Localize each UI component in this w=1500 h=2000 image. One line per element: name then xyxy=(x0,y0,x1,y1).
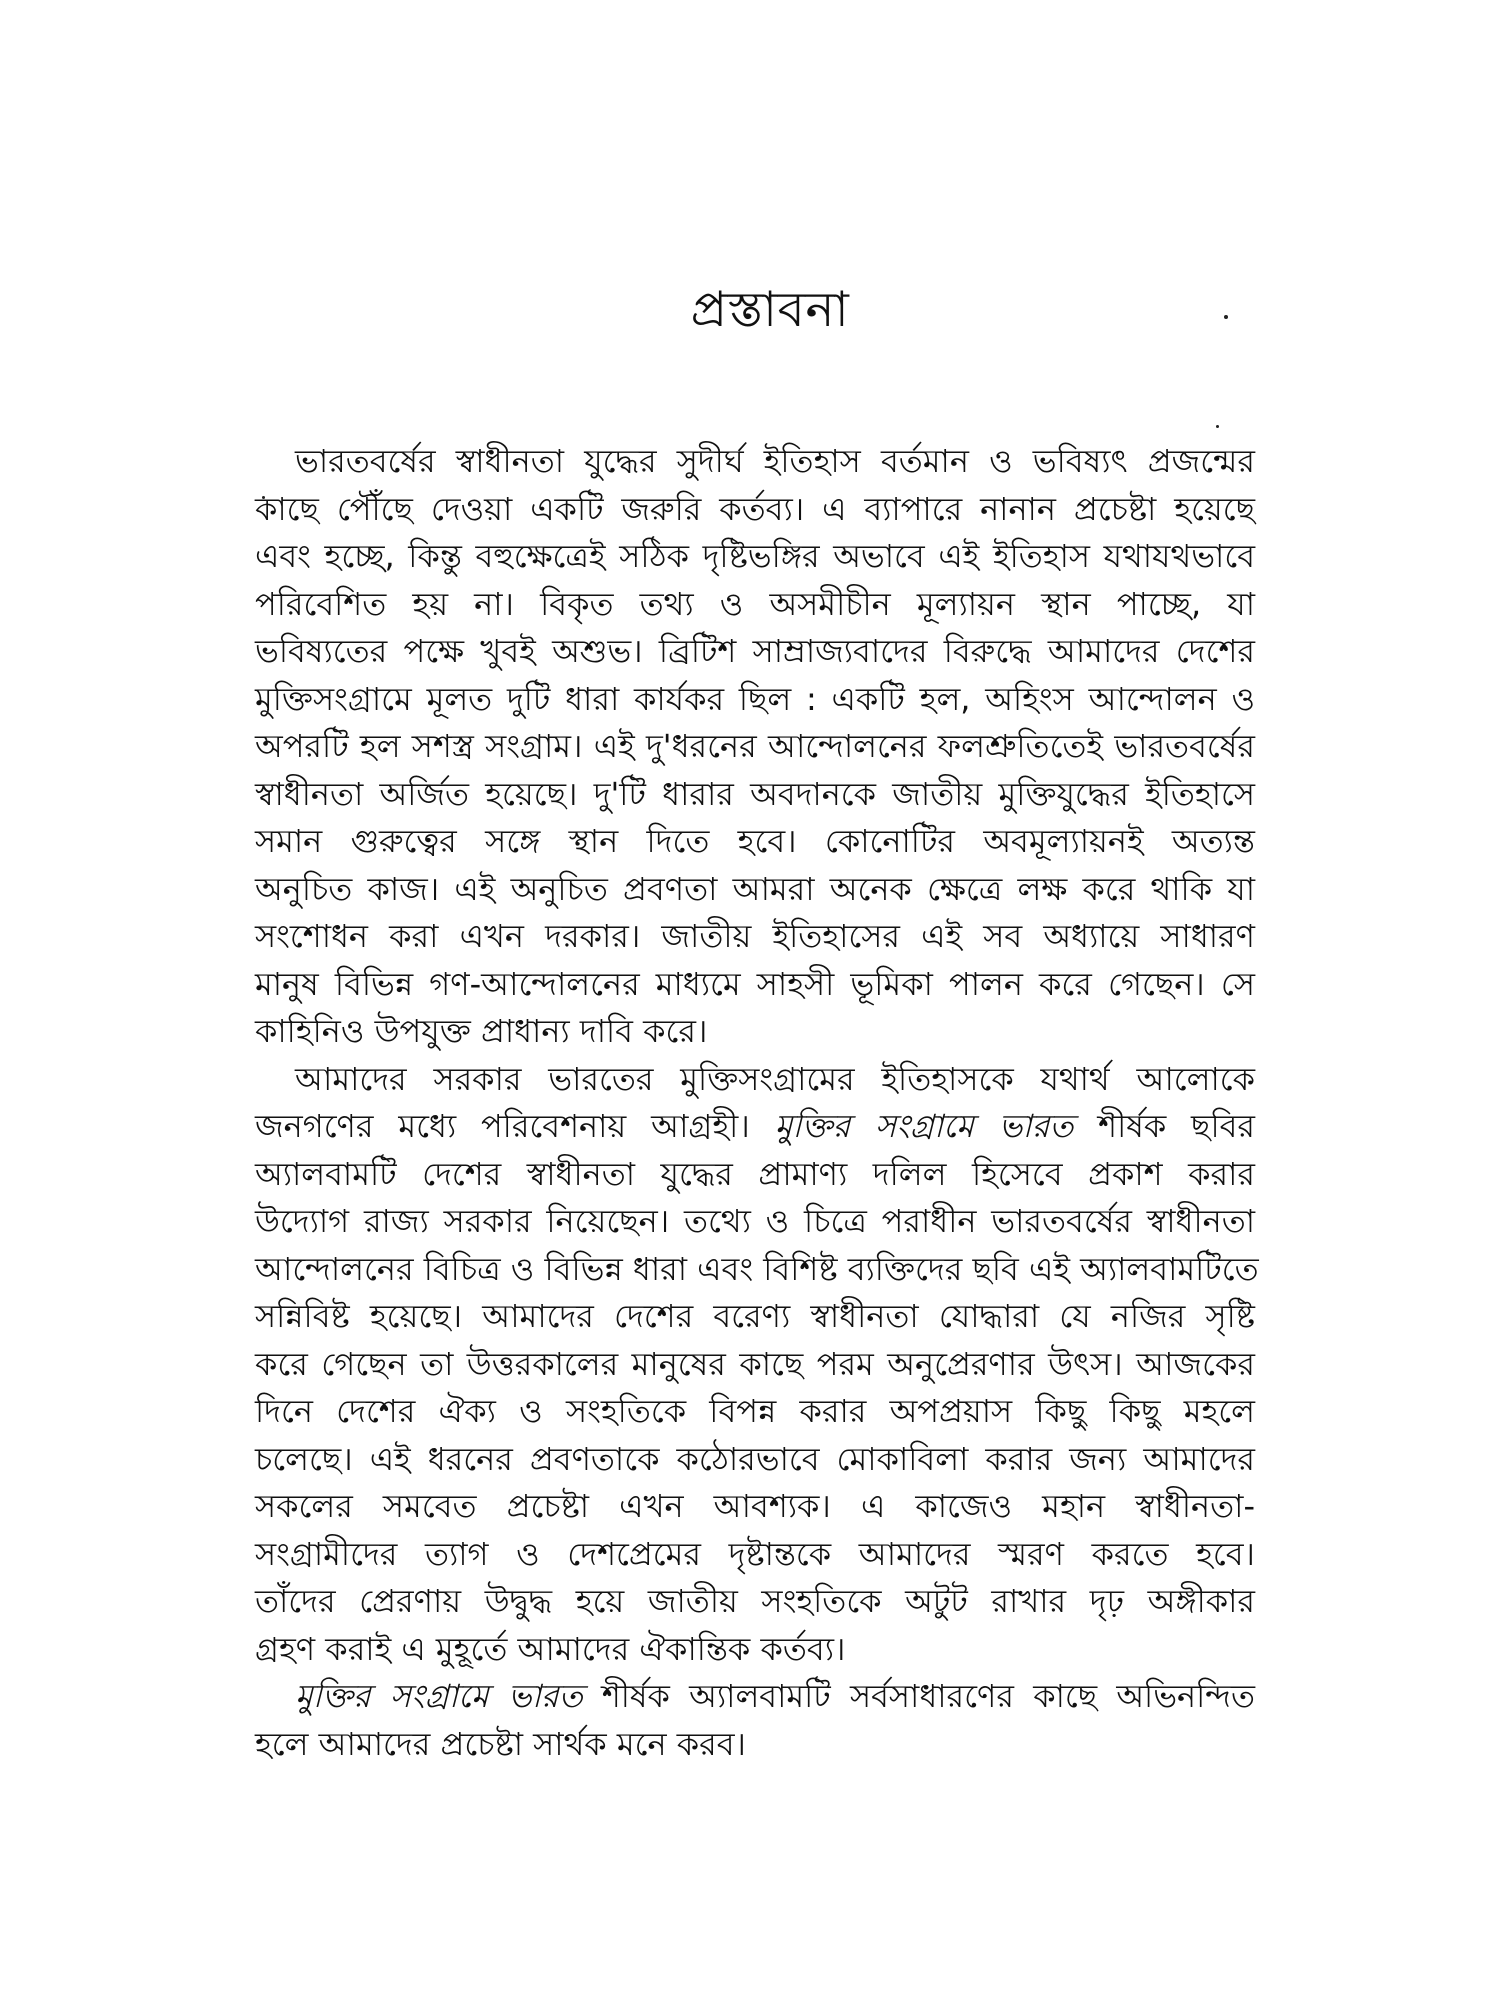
text-line: হলে আমাদের প্রচেষ্টা সার্থক মনে করব। xyxy=(255,1724,746,1763)
speck-mark xyxy=(1224,315,1228,319)
text-line: কাছে পৌঁছে দেওয়া একটি জরুরি কর্তব্য। এ ব্যাপারে নানান প্রচেষ্টা হয়েছে xyxy=(255,489,1255,528)
paragraph-2 xyxy=(255,1056,1259,1674)
text-line xyxy=(255,1103,1255,1151)
text-line: মুক্তিসংগ্রামে মূলত দুটি ধারা কার্যকর ছিল : একটি হল, অহিংস আন্দোলন ও xyxy=(255,679,1255,718)
text-line xyxy=(255,1673,1255,1721)
text-line: মানুষ বিভিন্ন গণ-আন্দোলনের মাধ্যমে সাহসী ভূমিকা পালন করে গেছেন। সে xyxy=(255,964,1255,1003)
text-line: সংশোধন করা এখন দরকার। জাতীয় ইতিহাসের এই সব অধ্যায়ে সাধারণ xyxy=(255,917,1255,955)
text-line: অনুচিত কাজ। এই অনুচিত প্রবণতা আমরা অনেক ক্ষেত্রে লক্ষ করে থাকি যা xyxy=(255,869,1255,908)
text-segment: শীর্ষক ছবির xyxy=(1073,1107,1256,1145)
text-line: কাহিনিও উপযুক্ত প্রাধান্য দাবি করে। xyxy=(255,1012,708,1050)
text-line: অ্যালবামটি দেশের স্বাধীনতা যুদ্ধের প্রামাণ্য দলিল হিসেবে প্রকাশ করার xyxy=(255,1154,1255,1193)
text-line: দিনে দেশের ঐক্য ও সংহতিকে বিপন্ন করার অপপ্রয়াস কিছু কিছু মহলে xyxy=(255,1392,1255,1430)
text-line: সকলের সমবেত প্রচেষ্টা এখন আবশ্যক। এ কাজেও মহান স্বাধীনতা- xyxy=(255,1487,1255,1525)
text-segment: জনগণের মধ্যে পরিবেশনায় আগ্রহী। xyxy=(255,1107,775,1145)
text-line: পরিবেশিত হয় না। বিকৃত তথ্য ও অসমীচীন মূল্যায়ন স্থান পাচ্ছে, যা xyxy=(255,584,1255,623)
text-line: এবং হচ্ছে, কিন্তু বহুক্ষেত্রেই সঠিক দৃষ্টিভঙ্গির অভাবে এই ইতিহাস যথাযথভাবে xyxy=(255,537,1255,575)
text-line: চলেছে। এই ধরনের প্রবণতাকে কঠোরভাবে মোকাবিলা করার জন্য আমাদের xyxy=(255,1439,1255,1478)
speck-mark xyxy=(1216,425,1219,428)
text-line: ভারতবর্ষের স্বাধীনতা যুদ্ধের সুদীর্ঘ ইতিহাস বর্তমান ও ভবিষ্যৎ প্রজন্মের xyxy=(295,442,1255,480)
page-title: প্রস্তাবনা xyxy=(690,281,850,338)
text-line: অপরটি হল সশস্ত্র সংগ্রাম। এই দু'ধরনের আন্দোলনের ফলশ্রুতিতেই ভারতবর্ষের xyxy=(255,727,1255,765)
text-segment: শীর্ষক অ্যালবামটি সর্বসাধারণের কাছে অভিনন্দিত xyxy=(582,1677,1255,1715)
text-line: আন্দোলনের বিচিত্র ও বিভিন্ন ধারা এবং বিশিষ্ট ব্যক্তিদের ছবি এই অ্যালবামটিতে xyxy=(255,1249,1259,1288)
text-line: উদ্যোগ রাজ্য সরকার নিয়েছেন। তথ্যে ও চিত্রে পরাধীন ভারতবর্ষের স্বাধীনতা xyxy=(255,1202,1255,1240)
text-line: সন্নিবিষ্ট হয়েছে। আমাদের দেশের বরেণ্য স্বাধীনতা যোদ্ধারা যে নজির সৃষ্টি xyxy=(255,1297,1255,1335)
album-title-italic: মুক্তির সংগ্রামে ভারত xyxy=(295,1677,583,1715)
text-line: স্বাধীনতা অর্জিত হয়েছে। দু'টি ধারার অবদানকে জাতীয় মুক্তিযুদ্ধের ইতিহাসে xyxy=(255,774,1255,813)
text-line: গ্রহণ করাই এ মুহূর্তে আমাদের ঐকান্তিক কর্তব্য। xyxy=(255,1629,846,1668)
text-line: সংগ্রামীদের ত্যাগ ও দেশপ্রেমের দৃষ্টান্তকে আমাদের স্মরণ করতে হবে। xyxy=(255,1534,1255,1573)
text-line: সমান গুরুত্বের সঙ্গে স্থান দিতে হবে। কোনোটির অবমূল্যায়নই অত্যন্ত xyxy=(255,822,1255,860)
text-line: ভবিষ্যতের পক্ষে খুবই অশুভ। ব্রিটিশ সাম্রাজ্যবাদের বিরুদ্ধে আমাদের দেশের xyxy=(255,632,1255,670)
text-line: তাঁদের প্রেরণায় উদ্বুদ্ধ হয়ে জাতীয় সংহতিকে অটুট রাখার দৃঢ় অঙ্গীকার xyxy=(255,1582,1255,1620)
text-line: আমাদের সরকার ভারতের মুক্তিসংগ্রামের ইতিহাসকে যথার্থ আলোকে xyxy=(295,1059,1255,1098)
body-text xyxy=(255,438,1259,1768)
album-title-italic: মুক্তির সংগ্রামে ভারত xyxy=(774,1107,1074,1145)
paragraph-1 xyxy=(255,438,1255,1056)
text-line: করে গেছেন তা উত্তরকালের মানুষের কাছে পরম অনুপ্রেরণার উৎস। আজকের xyxy=(255,1344,1255,1383)
paragraph-3 xyxy=(255,1673,1255,1768)
